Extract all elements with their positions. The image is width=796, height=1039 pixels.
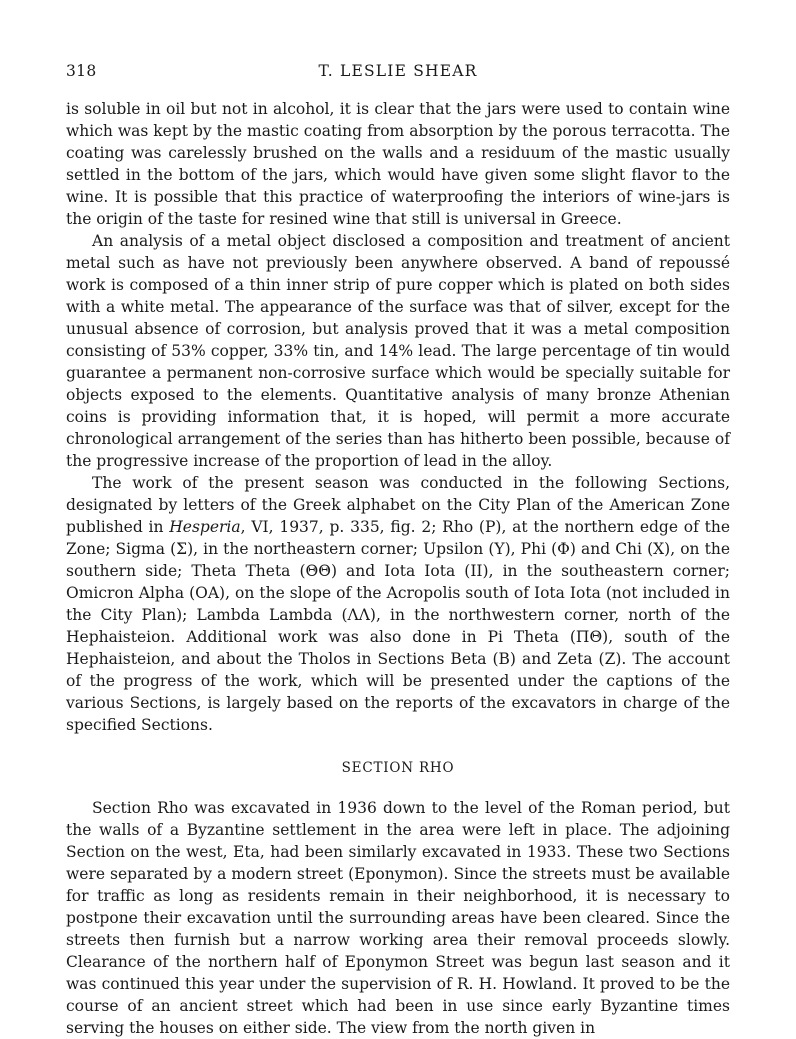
paragraph-continued: is soluble in oil but not in alcohol, it is clear that the jars were used to contain wine which was kept by the mastic coating from absorption by the porous terracotta. The coating was carelessly brushed on the walls and a residuum of the mastic usually settled in the bottom of the jars, which would have given some slight flavor to the wine. It is possible that this practice of waterproofing the interiors of wine-jars is the origin of the taste for resined wine that still is universal in Greece. — [66, 100, 730, 228]
running-head: T. LESLIE SHEAR — [318, 62, 478, 80]
page-header — [66, 62, 730, 86]
paragraph-metal-analysis: An analysis of a metal object disclosed a composition and treatment of ancient metal such as have not previously been anywhere observed. A band of repoussé work is composed of a thin inner strip of pure copper which is plated on both sides with a white metal. The appearance of the surface was that of silver, except for the unusual absence of corrosion, but analysis proved that it was a metal composition consisting of 53% copper, 33% tin, and 14% lead. The large percentage of tin would guarantee a permanent non-corrosive surface which would be specially suitable for objects exposed to the elements. Quantitative analysis of many bronze Athenian coins is providing information that, it is hoped, will permit a more accurate chronological arrangement of the series than has hitherto been possible, because of the progressive increase of the proportion of lead in the alloy. — [66, 232, 730, 470]
paragraph-sections-text-1: The work of the present season was conducted in the following Sections, designated by letters of the Greek alphabet on the City Plan of the American Zone published in — [66, 474, 730, 536]
body-text — [66, 98, 730, 1039]
section-heading: SECTION RHO — [341, 760, 455, 776]
paragraph-sections — [66, 472, 730, 736]
page-number: 318 — [66, 62, 97, 80]
paragraph-sections-text-2: , VI, 1937, p. 335, fig. 2; Rho (Ρ), at the northern edge of the Zone; Sigma (Σ), in the northeastern corner; Upsilon (Υ), Phi (Φ) and Chi (Χ), on the southern side; Theta Theta (ΘΘ) and Iota Iota (ΙΙ), in the southeastern corner; Omicron Alpha (ΟΑ), on the slope of the Acropolis south of Iota Iota (not included in the City Plan); Lambda Lambda (ΛΛ), in the northwestern corner, north of the Hephaisteion. Additional work was also done in Pi Theta (ΠΘ), south of the Hephaisteion, and about the Tholos in Sections Beta (Β) and Zeta (Ζ). The account of the progress of the work, which will be presented under the captions of the various Sections, is largely based on the reports of the excavators in charge of the specified Sections. — [66, 518, 730, 734]
journal-title: Hesperia — [169, 518, 241, 536]
paragraph-section-rho: Section Rho was excavated in 1936 down to the level of the Roman period, but the walls of a Byzantine settlement in the area were left in place. The adjoining Section on the west, Eta, had been similarly excavated in 1933. These two Sections were separated by a modern street (Eponymon). Since the streets must be available for traffic as long as residents remain in their neighborhood, it is necessary to postpone their excavation until the surrounding areas have been cleared. Since the streets then furnish but a narrow working area their removal proceeds slowly. Clearance of the northern half of Eponymon Street was begun last season and it was continued this year under the supervision of R. H. Howland. It proved to be the course of an ancient street which had been in use since early Byzantine times serving the houses on either side. The view from the north given in — [66, 799, 730, 1037]
